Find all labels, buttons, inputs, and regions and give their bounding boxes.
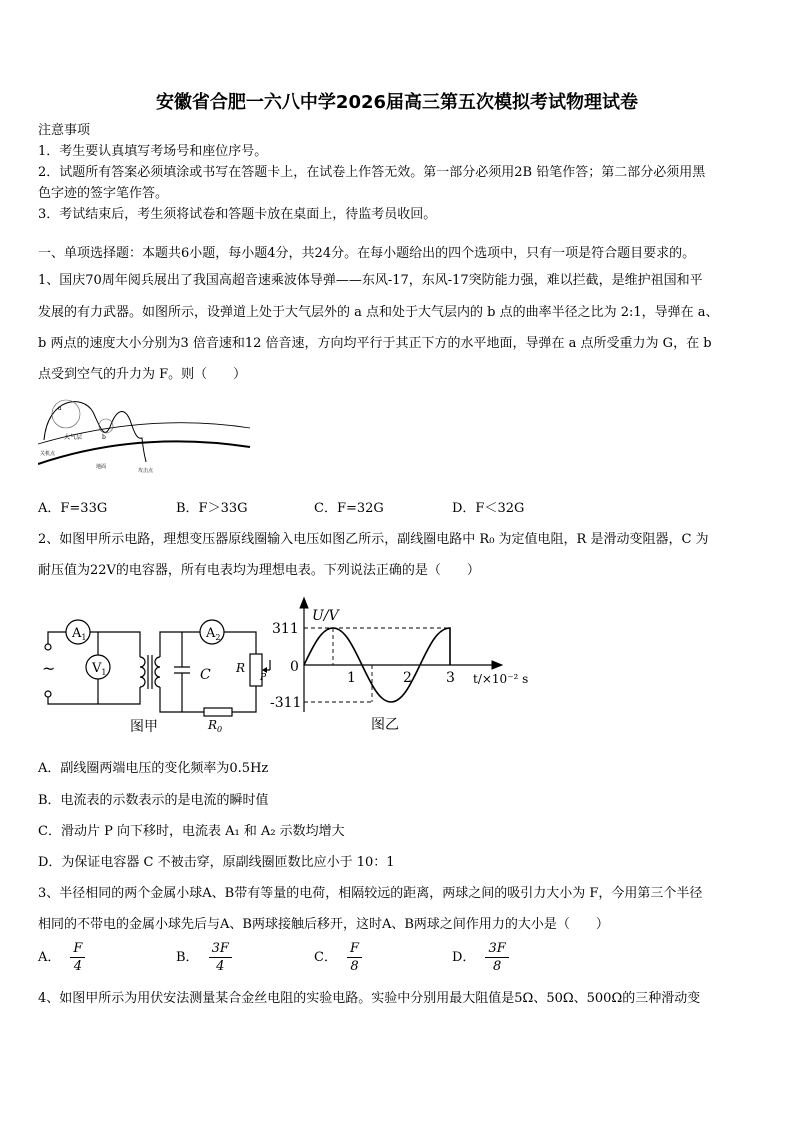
- rheostat-label: R: [236, 661, 246, 675]
- q2-option-c: C．滑动片 P 向下移时，电流表 A₁ 和 A₂ 示数均增大: [38, 824, 345, 839]
- fig-a-caption: 图甲: [130, 719, 158, 735]
- v1-label: $V_1$: [92, 661, 107, 677]
- tick-x2: 2: [403, 670, 412, 686]
- q3-line-2: 相同的不带电的金属小球先后与A、B两球接触后移开，这时A、B两球之间作用力的大小是（ ）: [38, 917, 609, 932]
- tick-origin: 0: [290, 659, 299, 675]
- y-axis-label: U/V: [312, 608, 339, 624]
- curvature-circle-b: [99, 419, 113, 433]
- primary-coil: [140, 657, 145, 687]
- notice-item-2: 2．试题所有答案必须填涂或书写在答题卡上，在试卷上作答无效。第一部分必须用2B 铅笔作答；第二部分必须用黑: [38, 165, 706, 180]
- r0-label: $R_0$: [208, 718, 223, 734]
- q3-option-b: B． $\frac{3F}{4}$: [176, 940, 232, 975]
- label-launch: 关机点: [40, 451, 56, 457]
- q3-option-a: A． $\frac{F}{4}$: [38, 940, 85, 975]
- q2-option-b: B．电流表的示数表示的是电流的瞬时值: [38, 793, 269, 808]
- q4-line-1: 4、如图甲所示为用伏安法测量某合金丝电阻的实验电路。实验中分别用最大阻值是5Ω、50Ω、500Ω的三种滑动变: [38, 991, 701, 1006]
- label-a: a: [58, 405, 62, 412]
- voltage-graph: [270, 594, 530, 719]
- x-axis-label: t/×10⁻² s: [473, 672, 529, 686]
- q3-option-c: C． $\frac{F}{8}$: [314, 940, 362, 975]
- notice-item-1: 1．考生要认真填写考场号和座位序号。: [38, 144, 268, 159]
- source-terminal-top: [45, 644, 51, 650]
- capacitor-label: C: [200, 667, 211, 683]
- q2-option-d: D．为保证电容器 C 不被击穿，原副线圈匝数比应小于 10：1: [38, 855, 395, 870]
- q1-option-d: D．F＜32G: [452, 501, 525, 516]
- a2-label: $A_2$: [206, 626, 221, 642]
- label-b: b: [102, 434, 106, 441]
- q1-line-3: b 两点的速度大小分别为3 倍音速和12 倍音速，方向均平行于其正下方的水平地面，导弹在 a 点所受重力为 G，在 b: [38, 336, 712, 351]
- q2-line-1: 2、如图甲所示电路，理想变压器原线圈输入电压如图乙所示，副线圈电路中 R₀ 为定值电阻，R 是滑动变阻器，C 为: [38, 532, 709, 547]
- notice-item-2-cont: 色字迹的签字笔作答。: [38, 186, 169, 201]
- curvature-circle-a: [52, 400, 80, 428]
- label-ground: 地面: [96, 464, 107, 470]
- tick-ymin: -311: [270, 695, 302, 711]
- fig-b-caption: 图乙: [371, 717, 399, 733]
- slider-label: P: [260, 673, 267, 683]
- q2-line-2: 耐压值为22V的电容器，所有电表均为理想电表。下列说法正确的是（ ）: [38, 563, 480, 578]
- label-impact: 攻击点: [138, 468, 154, 474]
- source-terminal-bottom: [45, 691, 51, 697]
- notice-item-3: 3．考试结束后，考生须将试卷和答题卡放在桌面上，待监考员收回。: [38, 207, 437, 222]
- q1-option-a: A．F=33G: [38, 501, 108, 516]
- page-title: 安徽省合肥一六八中学2026届高三第五次模拟考试物理试卷: [155, 92, 639, 113]
- q1-line-2: 发展的有力武器。如图所示，设弹道上处于大气层外的 a 点和处于大气层内的 b 点的曲率半径之比为 2:1，导弹在 a、: [38, 305, 719, 320]
- q2-option-a: A．副线圈两端电压的变化频率为0.5Hz: [38, 761, 269, 776]
- q1-line-4: 点受到空气的升力为 F。则（ ）: [38, 367, 247, 382]
- tick-ymax: 311: [272, 621, 299, 637]
- q1-line-1: 1、国庆70周年阅兵展出了我国高超音速乘波体导弹——东风-17，东风-17突防能力强，难以拦截，是维护祖国和平: [38, 273, 703, 288]
- label-atmosphere: 大气层: [64, 434, 83, 441]
- q1-option-c: C．F=32G: [314, 501, 384, 516]
- tick-x1: 1: [347, 670, 356, 686]
- notice-heading: 注意事项: [38, 123, 91, 138]
- q1-option-b: B．F＞33G: [176, 501, 248, 516]
- q3-line-1: 3、半径相同的两个金属小球A、B带有等量的电荷，相隔较远的距离，两球之间的吸引力大小为 F，今用第三个半径: [38, 886, 703, 901]
- source-symbol: ~: [42, 659, 56, 678]
- q3-option-d: D． $\frac{3F}{8}$: [452, 940, 509, 975]
- resistor-r0: [204, 708, 232, 716]
- a1-label: $A_1$: [72, 626, 87, 642]
- circuit-diagram: [38, 612, 278, 734]
- secondary-coil: [155, 657, 160, 687]
- section-heading: 一、单项选择题：本题共6小题，每小题4分，共24分。在每小题给出的四个选项中，只有一项是符合题目要求的。: [38, 246, 696, 261]
- tick-x3: 3: [446, 670, 455, 686]
- missile-trajectory-figure: [38, 392, 253, 477]
